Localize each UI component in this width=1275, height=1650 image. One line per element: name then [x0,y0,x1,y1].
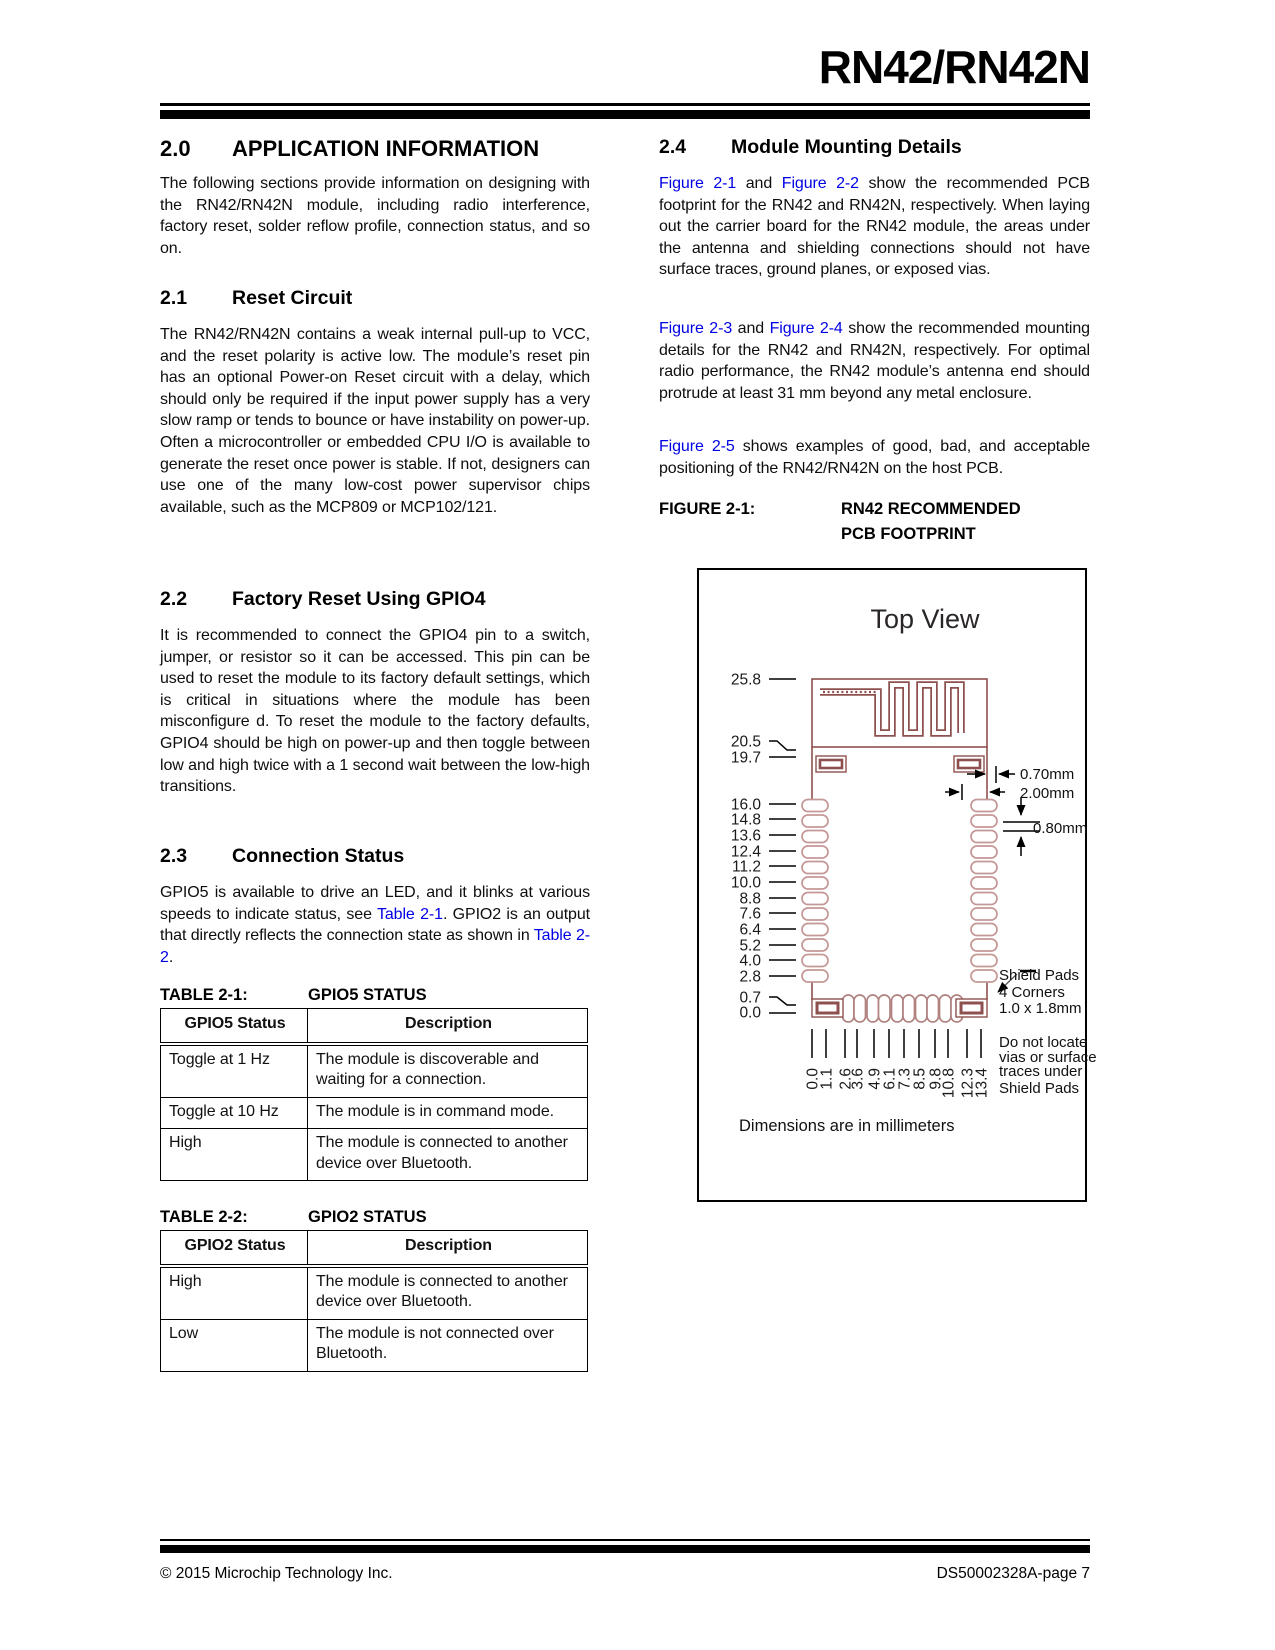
table-header-row [161,1009,588,1044]
dim-070-label: 0.70mm [1020,766,1075,783]
doc-link[interactable]: Figure 2-4 [769,320,843,337]
text-segment: . GPIO2 is an output that directly reflects the connection state as shown in [160,905,591,945]
svg-text:Shield Pads: Shield Pads [999,1080,1080,1097]
svg-text:4.0: 4.0 [739,952,761,970]
text-segment: show the recommended PCB footprint for the RN42 and RN42N, respectively. When laying out the carrier board for the RN42 module, the areas under the antenna and shielding connections should not have surface traces, ground planes, or exposed vias. [659,175,1090,279]
svg-text:1.0 x 1.8mm: 1.0 x 1.8mm [999,1000,1082,1017]
section-2-3-heading [160,845,590,868]
footer-rule-thick [160,1545,1090,1553]
text-segment: and [736,175,782,192]
svg-text:16.0: 16.0 [730,796,761,814]
doc-link[interactable]: Figure 2-5 [659,438,735,455]
section-title: Connection Status [232,845,405,867]
svg-text:Shield Pads: Shield Pads [999,967,1080,984]
svg-text:7.6: 7.6 [739,905,761,923]
col-header-gpio5-status: GPIO5 Status [161,1009,308,1044]
cell-status: Toggle at 1 Hz [161,1044,308,1098]
section-2-4-paragraph-1 [659,173,1090,281]
section-2-0-heading [160,136,590,162]
figure-caption-title-line2: PCB FOOTPRINT [841,525,976,543]
footer-doc-page: DS50002328A-page 7 [936,1565,1090,1582]
table-caption-label: TABLE 2-1: [160,986,248,1004]
col-header-description: Description [308,1009,588,1044]
doc-link[interactable]: Figure 2-3 [659,320,733,337]
cell-status: Low [161,1319,308,1371]
section-2-2-heading [160,588,590,611]
svg-text:20.5: 20.5 [730,733,761,751]
table-row [161,1044,588,1098]
svg-text:1.1: 1.1 [818,1068,836,1090]
shield-pads-note [999,967,1082,1017]
svg-text:9.8: 9.8 [927,1068,945,1090]
svg-text:8.8: 8.8 [739,890,761,908]
svg-text:8.5: 8.5 [911,1068,929,1090]
section-2-0-paragraph: The following sections provide information on designing with the RN42/RN42N module, including radio interference, factory reset, solder reflow profile, connection status, and so on. [160,175,590,257]
section-number: 2.2 [160,588,188,610]
figure-caption-title-line1: RN42 RECOMMENDED [841,500,1021,518]
footer-copyright: © 2015 Microchip Technology Inc. [160,1565,393,1582]
cell-description: The module is connected to another device over Bluetooth. [308,1129,588,1181]
text-segment: show the recommended mounting details for the RN42 and RN42N, respectively. For optimal radio performance, the RN42 module’s antenna end should protrude at least 31 mm beyond any metal enclosure. [659,320,1090,402]
svg-text:14.8: 14.8 [730,811,761,829]
section-2-1-heading [160,287,590,310]
svg-text:10.0: 10.0 [730,874,761,892]
doc-link[interactable]: Table 2-2 [160,927,590,966]
svg-text:13.6: 13.6 [730,827,761,845]
section-title: Reset Circuit [232,287,353,309]
svg-text:5.2: 5.2 [739,937,761,955]
left-side-pads [802,800,828,983]
table-row [161,1266,588,1320]
doc-link[interactable]: Table 2-1 [376,905,443,923]
header-rule-thick [160,110,1090,119]
table-row [161,1129,588,1181]
svg-text:6.4: 6.4 [739,921,761,939]
section-number: 2.0 [160,136,191,161]
svg-text:7.3: 7.3 [896,1068,914,1090]
section-2-3-paragraph [160,882,590,968]
svg-text:vias or surface: vias or surface [999,1049,1097,1066]
cell-status: Toggle at 10 Hz [161,1097,308,1129]
svg-text:2.8: 2.8 [739,968,761,986]
pcb-footprint-figure [699,570,1097,1200]
text-segment: shows examples of good, bad, and acceptable positioning of the RN42/RN42N on the host PCB. [659,438,1090,477]
section-2-4-heading [659,136,1090,159]
table-header-row [161,1231,588,1266]
section-number: 2.1 [160,287,188,309]
page-title: RN42/RN42N [818,41,1090,93]
doc-link[interactable]: Figure 2-1 [659,175,737,192]
svg-text:6.1: 6.1 [881,1068,899,1090]
bottom-dimension-ticks [812,1029,981,1058]
col-header-gpio2-status: GPIO2 Status [161,1231,308,1266]
section-2-4-paragraph-2 [659,318,1090,404]
svg-text:3.6: 3.6 [849,1068,867,1090]
text-segment: GPIO5 is available to drive an LED, and it blinks at various speeds to indicate status, see [160,884,590,923]
cell-description: The module is discoverable and waiting for a connection. [308,1044,588,1098]
cell-status: High [161,1266,308,1320]
antenna-area [812,679,987,747]
svg-text:Do not locate: Do not locate [999,1034,1088,1051]
table-2-2-caption [160,1208,590,1227]
svg-text:0.0: 0.0 [739,1004,761,1022]
svg-text:13.4: 13.4 [973,1068,991,1099]
svg-text:12.3: 12.3 [959,1068,977,1099]
svg-text:0.7: 0.7 [739,989,761,1007]
svg-text:11.2: 11.2 [731,858,761,876]
dim-080-label: 0.80mm [1033,820,1088,837]
left-dimension-labels [731,672,762,1022]
top-shield-pads [816,756,984,772]
gpio5-status-table [160,1008,588,1181]
text-segment: and [732,320,770,337]
svg-text:12.4: 12.4 [730,843,761,861]
svg-text:4.9: 4.9 [866,1068,884,1090]
section-title: APPLICATION INFORMATION [232,136,540,161]
section-2-4-paragraph-3 [659,436,1090,479]
figure-caption-label: FIGURE 2-1: [659,500,756,518]
cell-description: The module is in command mode. [308,1097,588,1129]
gpio2-status-table [160,1230,588,1372]
bottom-pads [843,995,963,1022]
table-caption-title: GPIO5 STATUS [308,986,427,1004]
table-row [161,1097,588,1129]
section-2-1-paragraph: The RN42/RN42N contains a weak internal pull-up to VCC, and the reset polarity is active low. The module’s reset pin has an optional Power-on Reset circuit with a delay, which should only be required if the input power supply has a very slow ramp or tends to bounce or have instability on power-up. Often a microcontroller or embedded CPU I/O is available to generate the reset once power is stable. If not, designers can use one of the many low-cost power supervisor chips available, such as the MCP809 or MCP102/121. [160,326,590,516]
units-note: Dimensions are in millimeters [739,1117,955,1135]
col-header-description: Description [308,1231,588,1266]
left-dimension-ticks [769,679,796,1013]
bottom-dimension-labels [805,1068,991,1099]
svg-text:25.8: 25.8 [730,671,761,689]
section-number: 2.4 [659,136,687,158]
svg-text:4 Corners: 4 Corners [999,984,1065,1001]
cell-status: High [161,1129,308,1181]
svg-text:10.8: 10.8 [940,1068,958,1099]
cell-description: The module is not connected over Bluetooth. [308,1319,588,1371]
svg-text:0.0: 0.0 [804,1068,822,1090]
dim-200-label: 2.00mm [1020,785,1075,802]
table-row [161,1319,588,1371]
footer-rule-thin [160,1539,1090,1541]
section-2-2-paragraph: It is recommended to connect the GPIO4 pin to a switch, jumper, or resistor so it can be accessed. This pin can be used to reset the module to its factory default settings, which is critical in situations where the module has been misconfigure d. To reset the module to the factory defaults, GPIO4 should be high on power-up and then toggle between low and high twice with a 1 second wait between the low-high transitions. [160,627,590,796]
section-title: Factory Reset Using GPIO4 [232,588,486,610]
top-view-label: Top View [870,604,980,634]
figure-2-1-box [697,568,1097,1202]
section-number: 2.3 [160,845,188,867]
svg-text:19.7: 19.7 [730,749,761,767]
svg-text:traces under: traces under [999,1063,1083,1080]
module-outline [812,747,987,1016]
right-side-pads [971,800,997,983]
header-rule-thin [160,103,1090,106]
text-segment: . [168,948,174,966]
table-2-1-caption [160,986,590,1005]
svg-text:2.6: 2.6 [837,1068,855,1090]
via-restriction-note [999,1034,1097,1097]
section-title: Module Mounting Details [731,136,962,158]
table-caption-label: TABLE 2-2: [160,1208,248,1226]
cell-description: The module is connected to another device over Bluetooth. [308,1266,588,1320]
table-caption-title: GPIO2 STATUS [308,1208,427,1226]
doc-link[interactable]: Figure 2-2 [781,175,859,192]
